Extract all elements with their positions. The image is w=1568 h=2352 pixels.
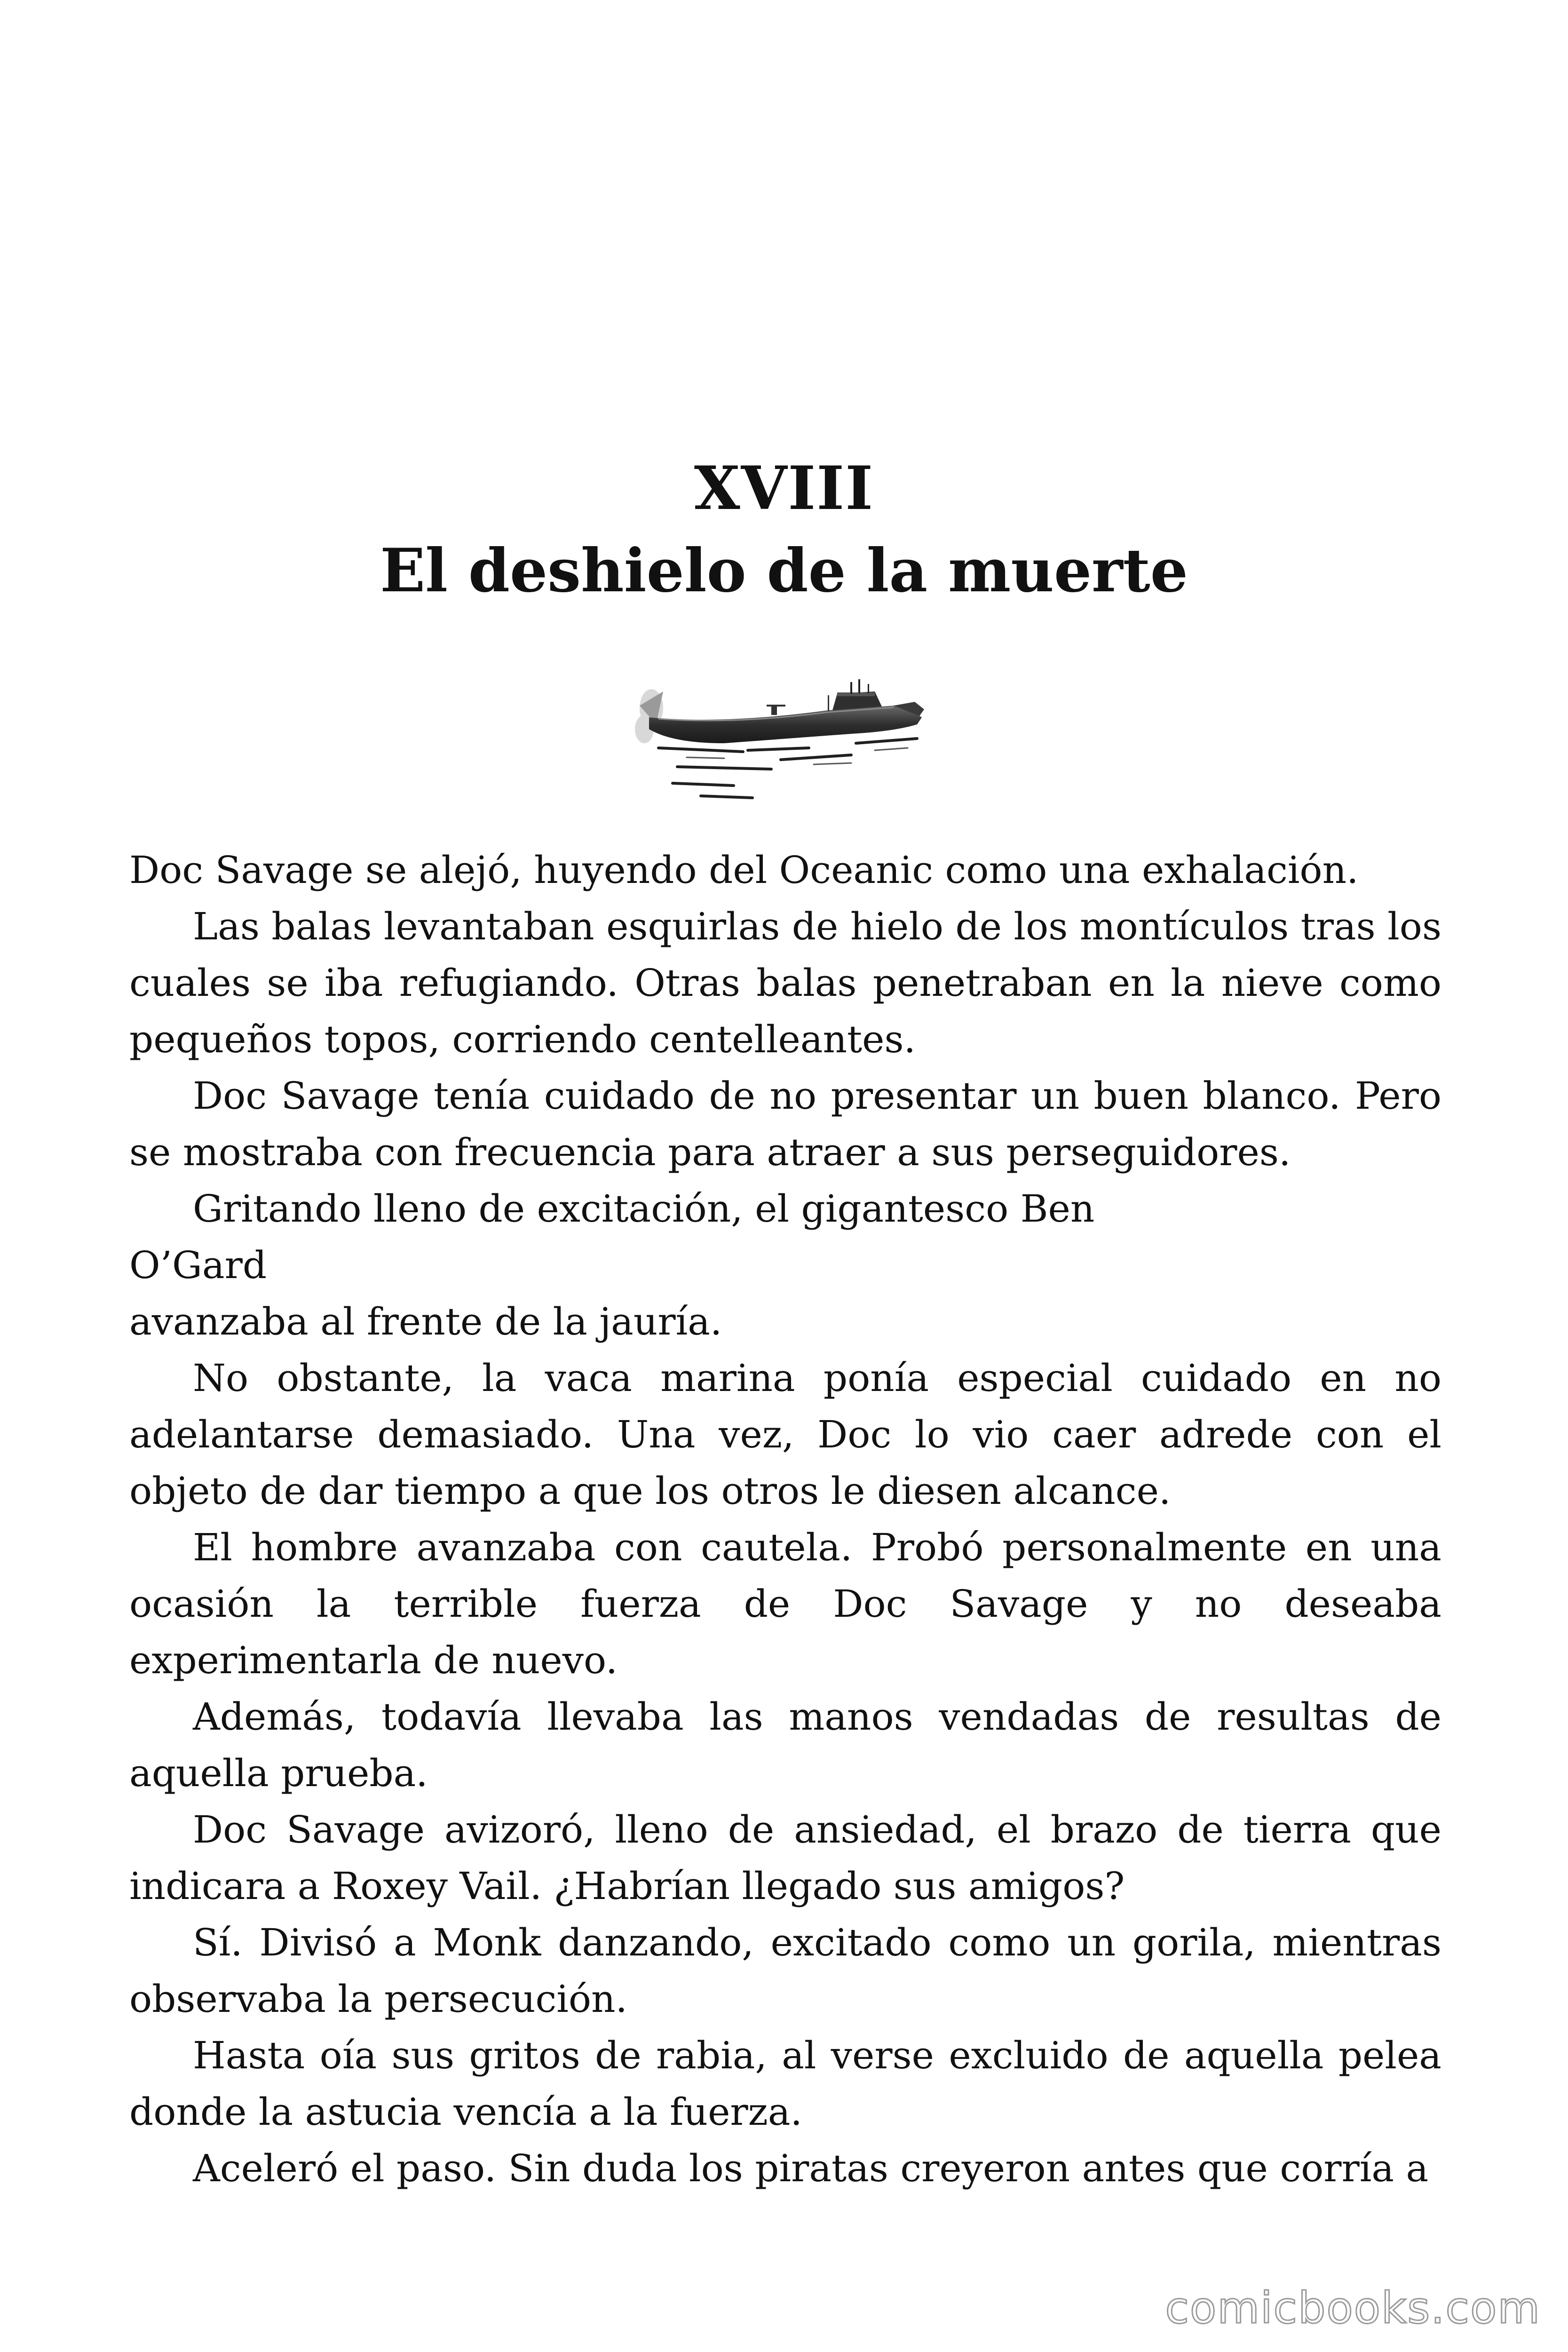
chapter-title: El deshielo de la muerte <box>380 536 1188 605</box>
paragraph: No obstante, la vaca marina ponía especial cuidado en no adelantarse demasiado. Una vez, Doc lo vio caer adrede con el objeto de dar tiempo a que los otros le diesen alcance. <box>129 1356 1441 1513</box>
paragraph: Además, todavía llevaba las manos vendadas de resultas de aquella prueba. <box>129 1695 1441 1795</box>
paragraph: Doc Savage se alejó, huyendo del Oceanic como una exhalación. <box>129 848 1359 892</box>
chapter-number: XVIII <box>694 453 874 523</box>
paragraph: avanzaba al frente de la jauría. <box>129 1300 722 1343</box>
paragraph: Doc Savage tenía cuidado de no presentar un buen blanco. Pero se mostraba con frecuencia para atraer a sus perseguidores. <box>129 1074 1441 1174</box>
paragraph: Las balas levantaban esquirlas de hielo de los montículos tras los cuales se iba refugiando. Otras balas penetraban en la nieve como pequeños topos, corriendo centelleantes. <box>129 905 1441 1061</box>
paragraph: Hasta oía sus gritos de rabia, al verse excluido de aquella pelea donde la astucia vencía a la fuerza. <box>129 2034 1441 2134</box>
paragraph: El hombre avanzaba con cautela. Probó personalmente en una ocasión la terrible fuerza de Doc Savage y no deseaba experimentarla de nuevo. <box>129 1526 1441 1682</box>
paragraph: Aceleró el paso. Sin duda los piratas creyeron antes que corría a <box>193 2146 1429 2190</box>
paragraph: Sí. Divisó a Monk danzando, excitado como un gorila, mientras observaba la persecución. <box>129 1921 1441 2021</box>
watermark: comicbooks.com <box>1165 2283 1541 2333</box>
paragraph: O’Gard <box>129 1243 267 1287</box>
submarine-illustration-icon <box>630 673 941 809</box>
paragraph: Doc Savage avizoró, lleno de ansiedad, el brazo de tierra que indicara a Roxey Vail. ¿Habrían llegado sus amigos? <box>129 1808 1441 1908</box>
chapter-body <box>129 842 1441 2197</box>
paragraph: Gritando lleno de excitación, el gigantesco Ben <box>193 1187 1095 1231</box>
